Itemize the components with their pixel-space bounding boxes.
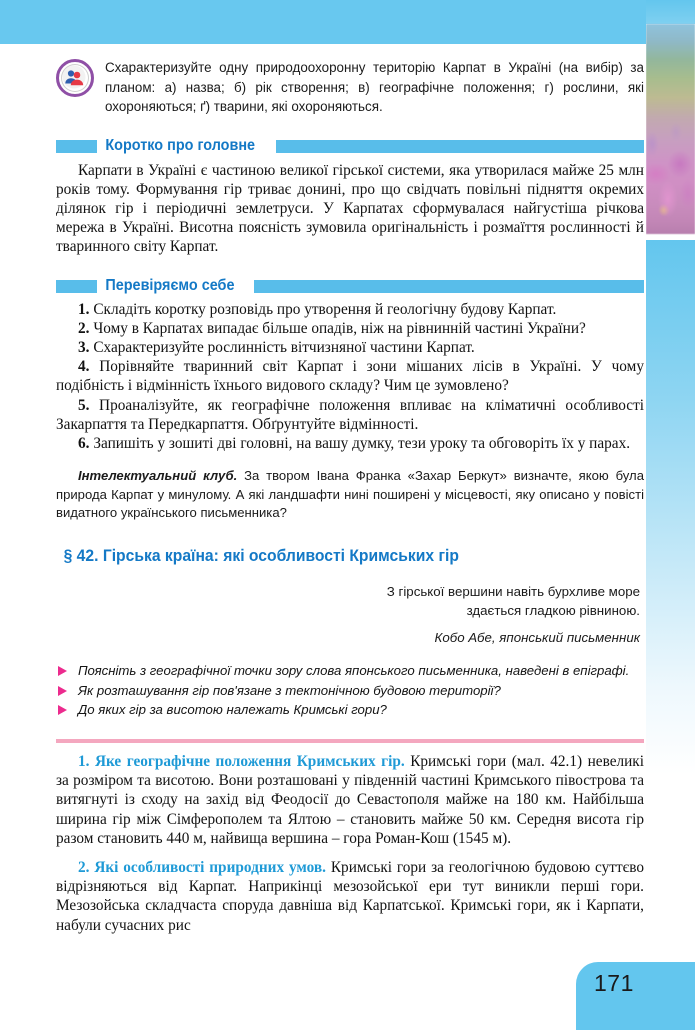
list-item [56, 662, 644, 680]
right-decorative-strip [646, 0, 695, 1030]
epigraph-line-2: здається гладкою рівниною. [466, 603, 640, 619]
section-heading-2: 2. Які особливості природних умов. [78, 858, 326, 876]
task-text: Схарактеризуйте одну природоохоронну територію Карпат в Україні (на вибір) за планом: а) назва; б) рік створення; в) географічне положення; г) рослини, які охороняються; ґ) тварини, які охороняються. [105, 60, 644, 114]
section-paragraph-1 [56, 752, 644, 849]
bullet-text: Поясніть з географічної точки зору слова японського письменника, наведені в епіграфі. [78, 663, 630, 679]
content-column [56, 0, 644, 935]
question-number: 6. [78, 434, 90, 452]
question-text: Складіть коротку розповідь про утворення й геологічну будову Карпат. [93, 300, 557, 318]
triangle-bullet-icon [58, 705, 67, 715]
club-text: За твором Івана Франка «Захар Беркут» визначте, якою була природа Карпат у минулому. А які ландшафти нині поширені у місцевості, яку описано у повісті видатного українського письменника? [56, 468, 644, 521]
epigraph-line-1: З гірської вершини навіть бурхливе море [386, 583, 640, 599]
question-text: Запишіть у зошиті дві головні, на вашу думку, тези уроку та обговоріть їх у парах. [93, 434, 631, 452]
strip-sky [646, 0, 695, 24]
header-bar-left [56, 280, 97, 293]
selfcheck-question-list [56, 300, 644, 454]
section-paragraph-2 [56, 858, 644, 936]
triangle-bullet-icon [58, 666, 67, 676]
pair-work-icon [56, 59, 94, 97]
bullet-text: До яких гір за висотою належать Кримські гори? [78, 702, 387, 718]
section-heading-1: 1. Яке географічне положення Кримських гір. [78, 752, 405, 770]
header-bar-right [276, 140, 644, 153]
intro-question-bullets [56, 662, 644, 719]
epigraph-author: Кобо Абе, японський письменник [434, 629, 640, 645]
page-title: § 42. Гірська країна: які особливості Кримських гір [63, 546, 459, 565]
section-title-summary: Коротко про головне [105, 137, 256, 154]
strip-gradient [646, 240, 695, 962]
intellectual-club-paragraph [56, 467, 644, 523]
section-header-summary [56, 138, 644, 155]
section-title-selfcheck: Перевіряємо себе [105, 277, 235, 295]
summary-paragraph: Карпати в Україні є частиною великої гірської системи, яка утворилася майже 25 млн років тому. Формування гір триває донині, про що свідчать повільні підняття окремих ділянок гір і періодичні землетруси. У Карпатах сформувалася найгустіша річкова мережа в Україні. Висотна поясність зумовила оригінальність і розмаїття рослинності й тваринного світу Карпат. [56, 161, 644, 256]
list-item [56, 319, 644, 338]
question-number: 5. [78, 396, 90, 414]
triangle-bullet-icon [58, 686, 67, 696]
question-text: Чому в Карпатах випадає більше опадів, ніж на рівнинній частині України? [93, 319, 586, 337]
section-header-selfcheck [56, 278, 644, 295]
list-item [56, 434, 644, 453]
question-text: Порівняйте тваринний світ Карпат і зони мішаних лісів в Україні. У чому подібність і відмінність їхнього видового складу? Чим це зумовлено? [56, 358, 644, 395]
list-item [56, 396, 644, 434]
question-number: 3. [78, 338, 90, 356]
header-bar-left [56, 140, 97, 153]
section-body-1: Кримські гори (мал. 42.1) невеликі за розміром та висотою. Вони розташовані у південній частині Кримського півострова та витягнуті із сходу на захід від Феодосії до Севастополя майже на 180 км. Найбільша ширина гір між Сімферополем та Ялтою – становить майже 50 км. Середня висота гір разом становить 440 м, найвища вершина – гора Роман-Кош (1545 м). [56, 752, 644, 848]
list-item [56, 357, 644, 395]
question-number: 4. [78, 358, 90, 376]
bullet-text: Як розташування гір пов'язане з тектонічною будовою території? [78, 682, 501, 698]
list-item [56, 338, 644, 357]
mountain-meadow-photo [646, 24, 695, 234]
list-item [56, 701, 644, 719]
question-number: 2. [78, 319, 90, 337]
list-item [56, 300, 644, 319]
question-number: 1. [78, 300, 90, 318]
page-number-plate [576, 962, 695, 1030]
task-block [56, 58, 644, 117]
question-text: Проаналізуйте, як географічне положення впливає на кліматичні особливості Закарпаття та Передкарпаття. Обґрунтуйте відмінності. [56, 396, 644, 433]
page-number: 171 [594, 970, 634, 996]
club-label: Інтелектуальний клуб. [78, 468, 238, 484]
section-body-2: Кримські гори за геологічною будовою суттєво відрізняються від Карпат. Наприкінці мезозойської ери тут виникли перші гори. Мезозойська складчаста споруда давніша від Карпатської. Кримські гори, як і Карпати, набули сучасних рис [56, 858, 644, 934]
epigraph [56, 582, 644, 648]
header-bar-right [254, 280, 644, 293]
list-item [56, 682, 644, 700]
pink-divider [56, 739, 644, 743]
question-text: Схарактеризуйте рослинність вітчизняної частини Карпат. [93, 338, 475, 356]
